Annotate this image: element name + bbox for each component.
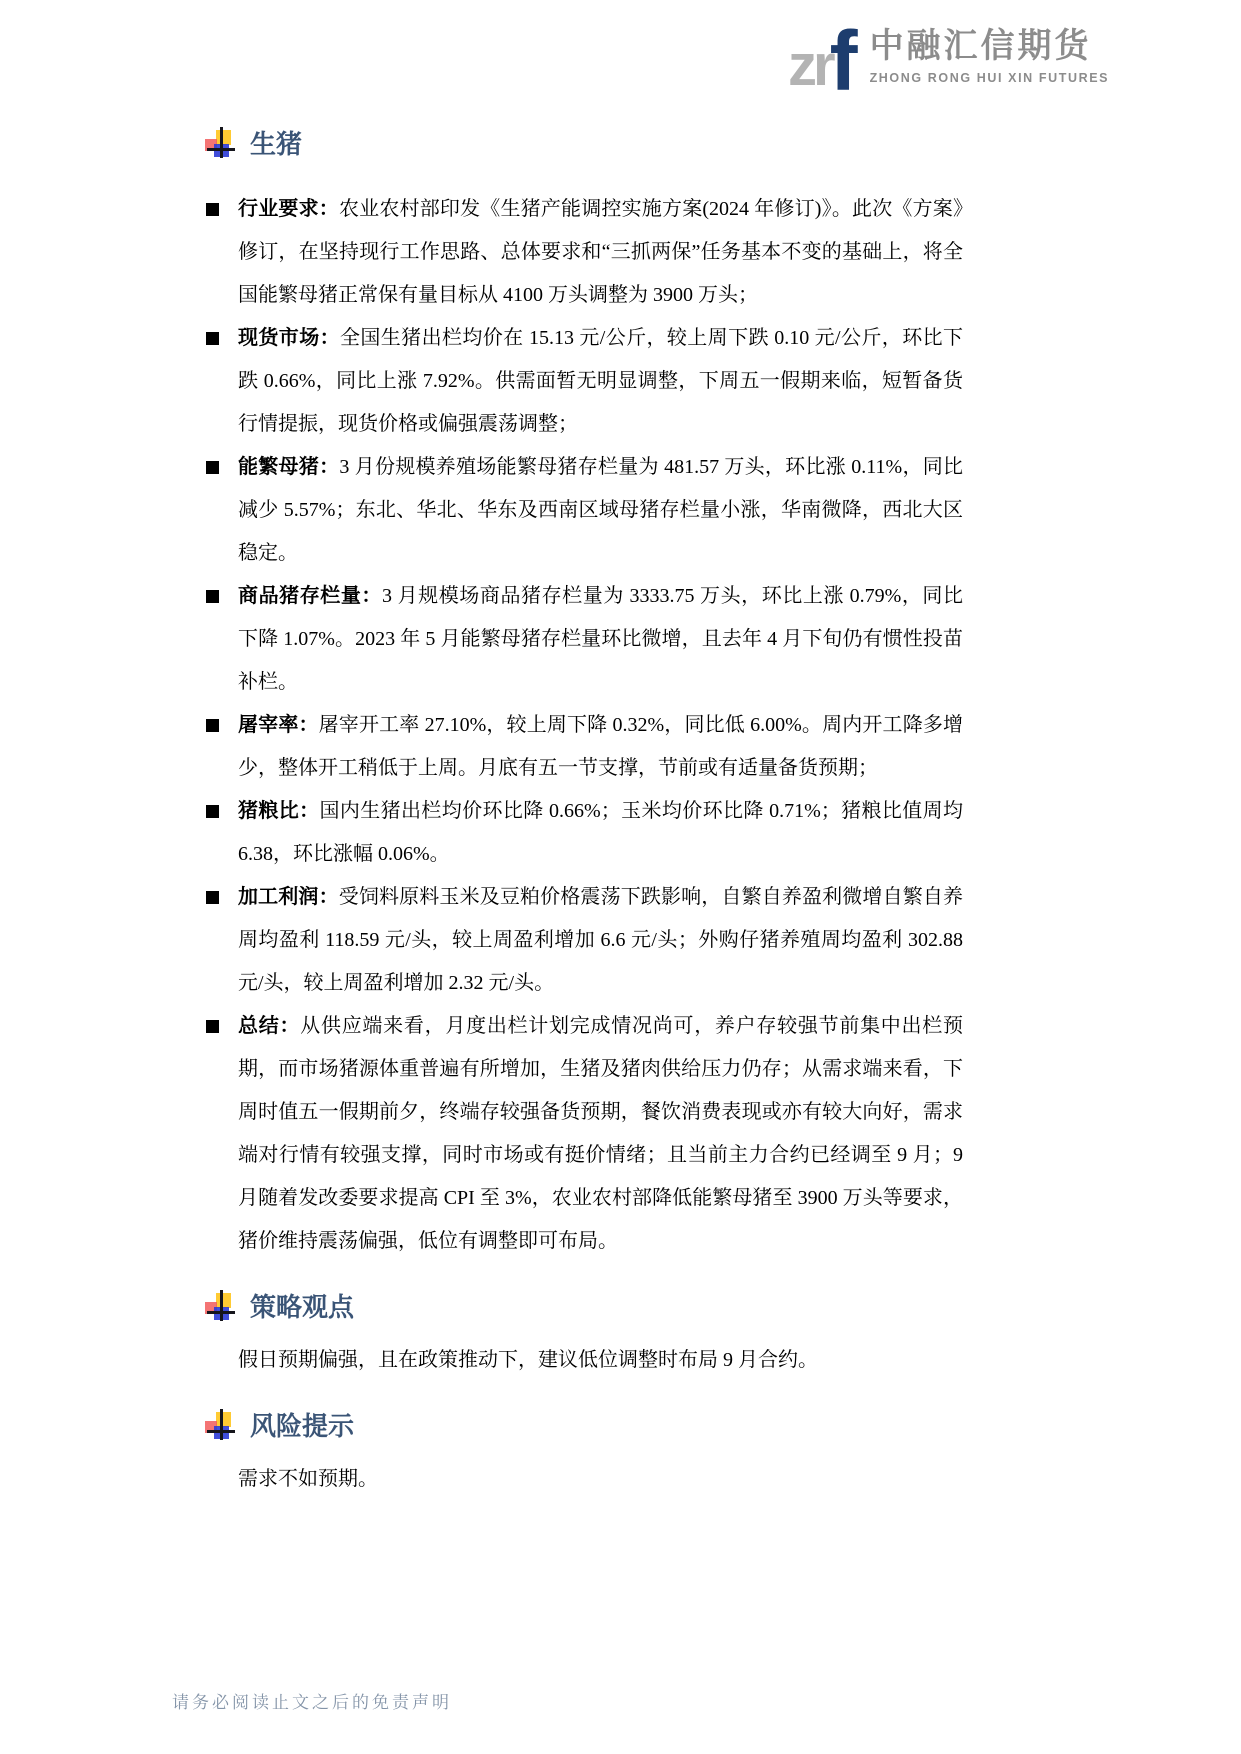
section-heading-strategy <box>205 1289 963 1325</box>
bullet-square-icon <box>206 891 219 904</box>
list-item <box>205 790 963 876</box>
list-item <box>205 317 963 446</box>
bullet-label: 猪粮比： <box>238 800 320 822</box>
marker-vertical-bar <box>220 127 223 158</box>
bullet-square-icon <box>206 461 219 474</box>
list-item <box>205 876 963 1005</box>
marker-horizontal-bar <box>207 1311 235 1314</box>
bullet-list <box>205 188 963 1263</box>
bullet-text: 农业农村部印发《生猪产能调控实施方案(2024 年修订)》。此次《方案》修订，在坚持现行工作思路、总体要求和“三抓两保”任务基本不变的基础上，将全国能繁母猪正常保有量目标从 4100 万头调整为 3900 万头； <box>238 198 963 306</box>
report-body <box>205 126 963 1511</box>
marker-vertical-bar <box>220 1290 223 1321</box>
risk-paragraph: 需求不如预期。 <box>238 1468 378 1490</box>
strategy-paragraph: 假日预期偏强，且在政策推动下，建议低位调整时布局 9 月合约。 <box>238 1349 818 1371</box>
section-title: 生猪 <box>250 129 303 159</box>
list-item <box>205 575 963 704</box>
bullet-square-icon <box>206 805 219 818</box>
bullet-text: 从供应端来看，月度出栏计划完成情况尚可，养户存较强节前集中出栏预期，而市场猪源体重普遍有所增加，生猪及猪肉供给压力仍存；从需求端来看，下周时值五一假期前夕，终端存较强备货预期，餐饮消费表现或亦有较大向好，需求端对行情有较强支撑，同时市场或有挺价情绪；且当前主力合约已经调至 9 月；9 月随着发改委要求提高 CPI 至 3%，农业农村部降低能繁母猪至 3900 万头等要求，猪价维持震荡偏强，低位有调整即可布局。 <box>238 1015 964 1252</box>
bullet-label: 现货市场： <box>238 327 340 349</box>
bullet-label: 商品猪存栏量： <box>238 585 383 607</box>
section-marker-icon <box>205 1409 235 1443</box>
bullet-label: 行业要求： <box>238 198 339 220</box>
list-item <box>205 188 963 317</box>
marker-horizontal-bar <box>207 1430 235 1433</box>
bullet-square-icon <box>206 590 219 603</box>
bullet-square-icon <box>206 719 219 732</box>
logo-zrf-icon <box>788 13 858 108</box>
bullet-text: 国内生猪出栏均价环比降 0.66%；玉米均价环比降 0.71%；猪粮比值周均 6.38，环比涨幅 0.06%。 <box>238 800 964 865</box>
bullet-label: 加工利润： <box>238 886 339 908</box>
section-heading-pigs <box>205 126 963 162</box>
marker-yellow-square <box>216 130 231 145</box>
section-heading-risk <box>205 1408 963 1444</box>
company-logo <box>788 13 1110 108</box>
bullet-text: 受饲料原料玉米及豆粕价格震荡下跌影响，自繁自养盈利微增自繁自养周均盈利 118.59 元/头，较上周盈利增加 6.6 元/头；外购仔猪养殖周均盈利 302.88 元/头，较上周盈利增加 2.32 元/头。 <box>238 886 964 994</box>
company-name-cn: 中融汇信期货 <box>869 27 1092 65</box>
list-item <box>205 446 963 575</box>
section-marker-icon <box>205 1290 235 1324</box>
bullet-square-icon <box>206 332 219 345</box>
logo-f-letter: f <box>829 13 858 108</box>
logo-text <box>870 18 1110 87</box>
bullet-label: 能繁母猪： <box>238 456 340 478</box>
footer-disclaimer: 请务必阅读止文之后的免责声明 <box>172 1693 452 1712</box>
list-item <box>205 704 963 790</box>
marker-horizontal-bar <box>207 148 235 151</box>
bullet-text: 屠宰开工率 27.10%，较上周下降 0.32%，同比低 6.00%。周内开工降多增少，整体开工稍低于上周。月底有五一节支撑，节前或有适量备货预期； <box>238 714 964 779</box>
bullet-square-icon <box>206 203 219 216</box>
list-item <box>205 1005 963 1263</box>
bullet-label: 屠宰率： <box>238 714 319 736</box>
bullet-text: 3 月份规模养殖场能繁母猪存栏量为 481.57 万头，环比涨 0.11%，同比减少 5.57%；东北、华北、华东及西南区域母猪存栏量小涨，华南微降，西北大区稳定。 <box>238 456 964 564</box>
logo-zr-letters: zr <box>788 32 832 98</box>
bullet-text: 3 月规模场商品猪存栏量为 3333.75 万头，环比上涨 0.79%，同比下降 1.07%。2023 年 5 月能繁母猪存栏量环比微增，且去年 4 月下旬仍有惯性投苗补栏。 <box>238 585 963 693</box>
marker-yellow-square <box>216 1412 231 1427</box>
bullet-square-icon <box>206 1020 219 1033</box>
section-marker-icon <box>205 127 235 161</box>
bullet-label: 总结： <box>238 1015 301 1037</box>
bullet-text: 全国生猪出栏均价在 15.13 元/公斤，较上周下跌 0.10 元/公斤，环比下跌 0.66%，同比上涨 7.92%。供需面暂无明显调整，下周五一假期来临，短暂备货行情提振，现货价格或偏强震荡调整； <box>238 327 963 435</box>
company-name-en: ZHONG RONG HUI XIN FUTURES <box>869 71 1110 85</box>
section-title: 风险提示 <box>250 1411 355 1441</box>
section-title: 策略观点 <box>250 1292 355 1322</box>
marker-vertical-bar <box>220 1409 223 1440</box>
marker-yellow-square <box>216 1293 231 1308</box>
